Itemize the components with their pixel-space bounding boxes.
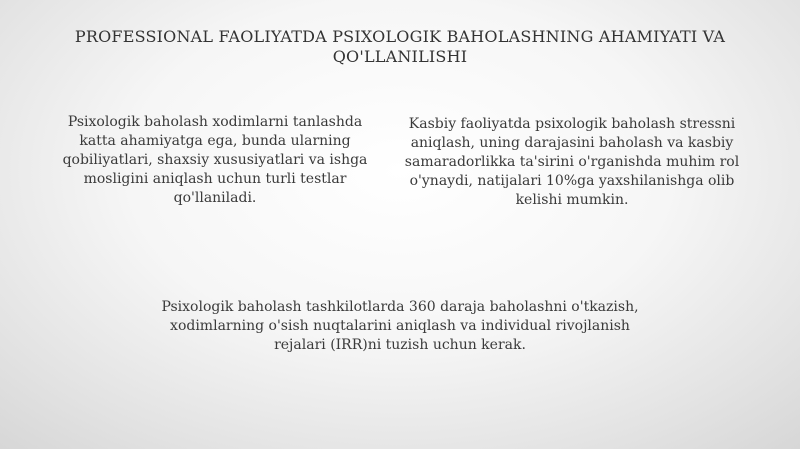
left-text-block: Psixologik baholash xodimlarni tanlashda katta ahamiyatga ega, bunda ularning qobiliyatlari, shaxsiy xususiyatlari va ishga mosligini aniqlash uchun turli testlar qo'llaniladi. xyxy=(62,114,368,206)
slide-title: PROFESSIONAL FAOLIYATDA PSIXOLOGIK BAHOLASHNING AHAMIYATI VA QO'LLANILISHI xyxy=(74,27,726,66)
right-text-block: Kasbiy faoliyatda psixologik baholash stressni aniqlash, uning darajasini baholash va kasbiy samaradorlikka ta'sirini o'rganishda muhim rol o'ynaydi, natijalari 10%ga yaxshilanishga olib kelishi mumkin. xyxy=(404,116,740,208)
bottom-text-block: Psixologik baholash tashkilotlarda 360 daraja baholashni o'tkazish, xodimlarning o'sish nuqtalarini aniqlash va individual rivojlanish rejalari (IRR)ni tuzish uchun kerak. xyxy=(161,299,639,353)
